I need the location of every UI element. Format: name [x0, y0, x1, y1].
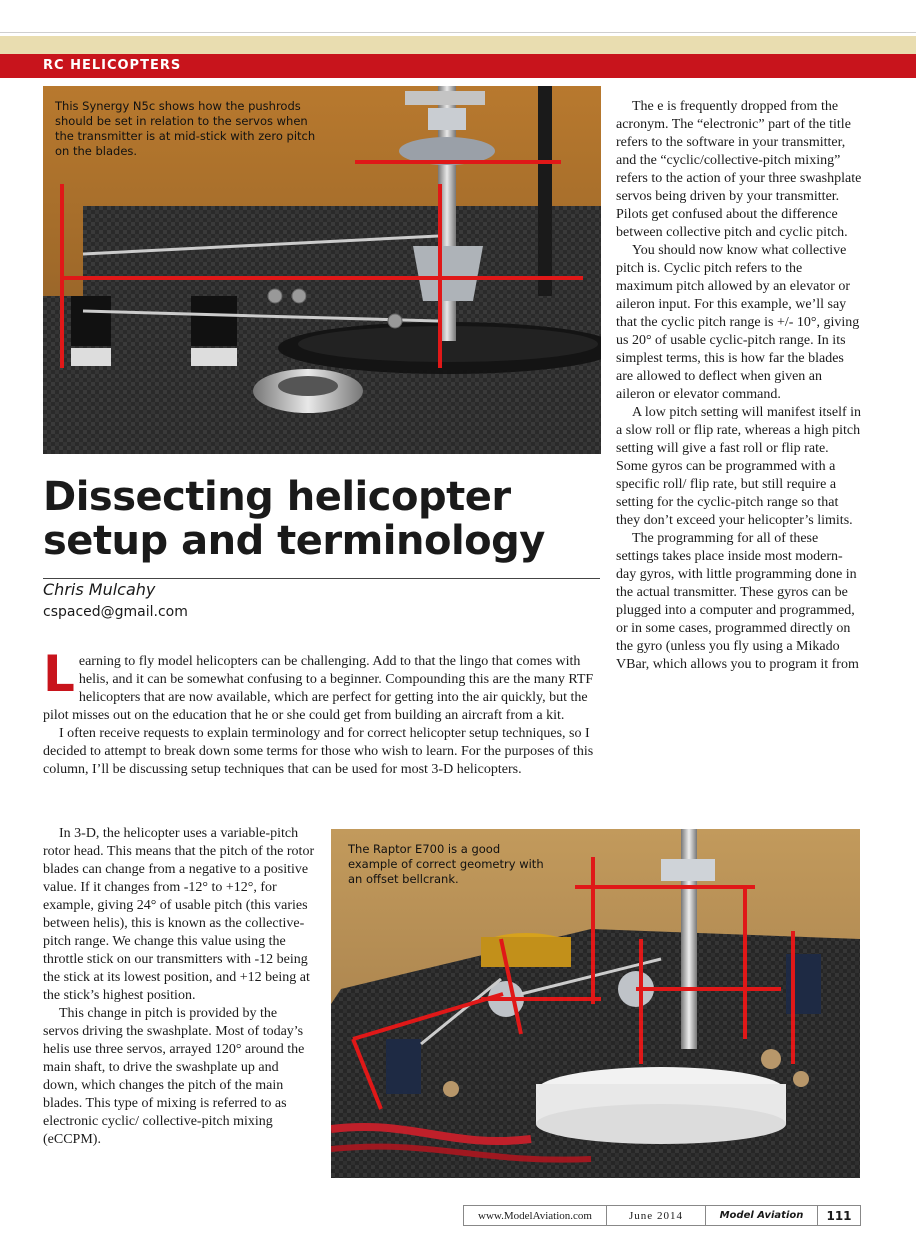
paragraph-4: This change in pitch is provided by the servos driving the swashplate. Most of today’s helis use three servos, arrayed 120° around the main shaft, to drive the swashplate up and down, which changes the pitch of the main blades. This type of mixing is referred to as electronic cyclic/ collective-pitch mixing (eCCPM).	[43, 1006, 305, 1147]
drop-cap: L	[43, 645, 75, 703]
paragraph-5: The e is frequently dropped from the acronym. The “electronic” part of the title refers to the software in your transmitter, and the “cyclic/collective-pitch mixing” refers to the action of your three swashplate servos being driven by your transmitter. Pilots get confused about the difference between collective pitch and cyclic pitch.	[616, 99, 862, 240]
article-intro	[43, 645, 600, 779]
paragraph-1: Learning to fly model helicopters can be challenging. Add to that the lingo that comes with helis, and it can be somewhat confusing to a beginner. Compounding this are the many RTF helicopters that are now available, which are perfect for getting into the air quickly, but the pilot misses out on the education that he or she could get from building an aircraft from a kit.	[43, 645, 594, 723]
footer-url[interactable]: www.ModelAviation.com	[464, 1206, 607, 1225]
author-email[interactable]: cspaced@gmail.com	[43, 604, 188, 620]
page-footer	[463, 1205, 861, 1226]
paragraph-6: You should now know what collective pitch is. Cyclic pitch refers to the maximum pitch allowed by an elevator or aileron input. For this example, we’ll say that the cyclic pitch range is +/- 10°, giving us 20° of usable cyclic-pitch range. In its simplest terms, this is how far the blades are allowed to deflect when given an aileron or elevator command.	[616, 243, 860, 402]
header-band	[0, 36, 916, 54]
paragraph-7: A low pitch setting will manifest itself in a slow roll or flip rate, whereas a high pitch setting will give a fast roll or flip rate. Some gyros can be programmed with a specific roll/ flip rate, but still require a setting for the cyclic-pitch range so that they don’t exceed your helicopter’s limits.	[616, 405, 862, 528]
footer-magazine: Model Aviation	[706, 1206, 818, 1225]
article-right-column	[616, 98, 862, 674]
page-number: 111	[826, 1208, 852, 1223]
section-label: RC HELICOPTERS	[43, 58, 182, 73]
author-name: Chris Mulcahy	[43, 580, 156, 599]
paragraph-3: In 3-D, the helicopter uses a variable-pitch rotor head. This means that the pitch of the rotor blades can change from a negative to a positive value. If it changes from -12° to +12°, for example, giving 24° of usable pitch (this varies between helis), this is known as the collective-pitch range. We change this value using the throttle stick on our transmitters with -12 being the stick at its lowest position, and +12 being at the stick’s highest position.	[43, 826, 315, 1003]
photo2-caption: The Raptor E700 is a good example of correct geometry with an offset bellcrank.	[348, 842, 544, 886]
article-left-column	[43, 825, 315, 1149]
article-title: Dissecting helicopter setup and terminology	[43, 474, 545, 564]
paragraph-8: The programming for all of these settings takes place inside most modern-day gyros, with little programming done in the actual transmitter. These gyros can be plugged into a computer and programmed, or in some cases, programmed directly on the gyro (unless you fly using a Mikado VBar, which allows you to program it from	[616, 531, 859, 672]
photo1-caption: This Synergy N5c shows how the pushrods should be set in relation to the servos when the transmitter is at mid-stick with zero pitch on the blades.	[55, 99, 316, 158]
title-rule	[43, 578, 600, 579]
top-rule	[0, 32, 916, 33]
paragraph-2: I often receive requests to explain terminology and for correct helicopter setup techniques, so I decided to attempt to break down some terms for those who wish to learn. For the purposes of this column, I’ll be discussing setup techniques that can be used for most 3-D helicopters.	[43, 726, 594, 777]
footer-date: June 2014	[607, 1206, 706, 1225]
